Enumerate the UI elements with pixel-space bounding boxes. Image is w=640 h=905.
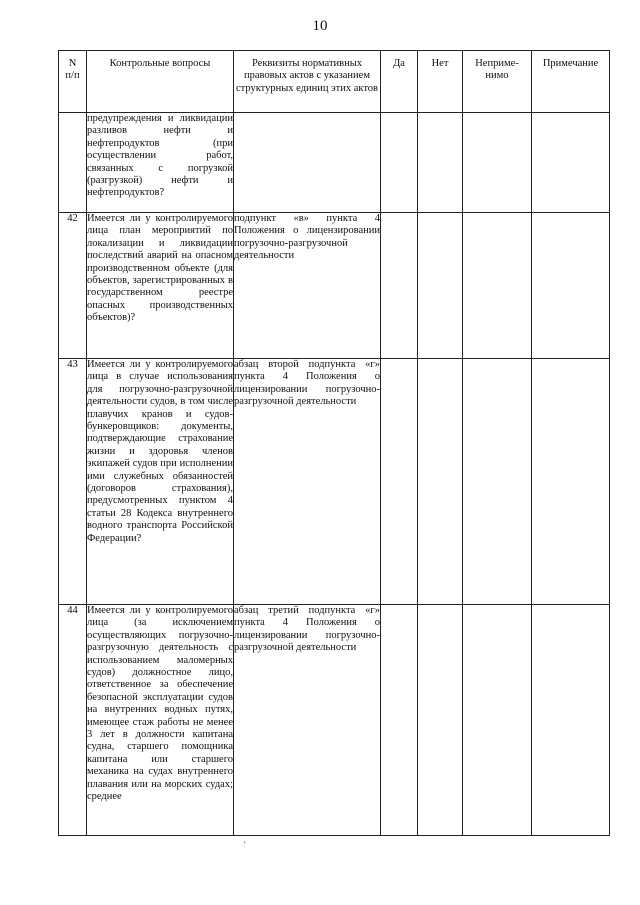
header-note: Примечание (532, 51, 610, 113)
scan-mark: ' (244, 840, 246, 850)
row-not-applicable-cell (463, 605, 532, 836)
row-legal-acts: подпункт «в» пункта 4 Положения о лицензировании погрузочно-разгрузочной деятельности (234, 213, 381, 359)
page-number: 10 (312, 18, 328, 34)
row-note-cell (532, 213, 610, 359)
row-yes-cell (381, 359, 418, 605)
table-row (59, 213, 610, 359)
row-yes-cell (381, 113, 418, 213)
table-row (59, 605, 610, 836)
row-note-cell (532, 113, 610, 213)
header-yes: Да (381, 51, 418, 113)
row-number (59, 113, 87, 213)
row-no-cell (418, 605, 463, 836)
row-note-cell (532, 359, 610, 605)
row-legal-acts: абзац третий подпункта «г» пункта 4 Положения о лицензировании погрузочно-разгрузочной деятельности (234, 605, 381, 836)
row-not-applicable-cell (463, 359, 532, 605)
row-yes-cell (381, 213, 418, 359)
row-no-cell (418, 113, 463, 213)
row-no-cell (418, 213, 463, 359)
row-note-cell (532, 605, 610, 836)
row-not-applicable-cell (463, 113, 532, 213)
row-not-applicable-cell (463, 213, 532, 359)
row-question: Имеется ли у контролируемого лица (за исключением осуществляющих погрузочно-разгрузочную деятельность с использованием маломерных судов) должностное лицо, ответственное за обеспечение безопасной эксплуатации судов на внутренних водных путях, имеющее стаж работы не менее 3 лет в должности капитана судна, старшего помощника капитана или старшего механика на судах внутреннего плавания или на морских судах; среднее (87, 605, 234, 836)
row-yes-cell (381, 605, 418, 836)
header-no: Нет (418, 51, 463, 113)
row-number: 42 (59, 213, 87, 359)
header-not-applicable: Неприме- нимо (463, 51, 532, 113)
row-legal-acts (234, 113, 381, 213)
row-question: Имеется ли у контролируемого лица план мероприятий по локализации и ликвидации последствий аварий на опасном производственном объекте (для объектов, зарегистрированных в государственном реестре опасных производственных объектов)? (87, 213, 234, 359)
row-legal-acts: абзац второй подпункта «г» пункта 4 Положения о лицензировании погрузочно-разгрузочной деятельности (234, 359, 381, 605)
table-row (59, 359, 610, 605)
table-header-row (59, 51, 610, 113)
row-question: предупреждения и ликвидации разливов нефти и нефтепродуктов (при осуществлении работ, связанных с погрузкой (разгрузкой) нефти и нефтепродуктов? (87, 113, 234, 213)
header-control-questions: Контрольные вопросы (87, 51, 234, 113)
row-no-cell (418, 359, 463, 605)
header-number: N п/п (59, 51, 87, 113)
header-legal-acts: Реквизиты нормативных правовых актов с указанием структурных единиц этих актов (234, 51, 381, 113)
checklist-table (58, 50, 610, 836)
table-row (59, 113, 610, 213)
row-number: 44 (59, 605, 87, 836)
row-number: 43 (59, 359, 87, 605)
row-question: Имеется ли у контролируемого лица в случае использования для погрузочно-разгрузочной деятельности судов, в том числе плавучих кранов и судов-бункеровщиков: документы, подтверждающие страхование жизни и здоровья членов экипажей судов при исполнении ими служебных обязанностей (договоров страхования), предусмотренных пунктом 4 статьи 28 Кодекса внутреннего водного транспорта Российской Федерации? (87, 359, 234, 605)
